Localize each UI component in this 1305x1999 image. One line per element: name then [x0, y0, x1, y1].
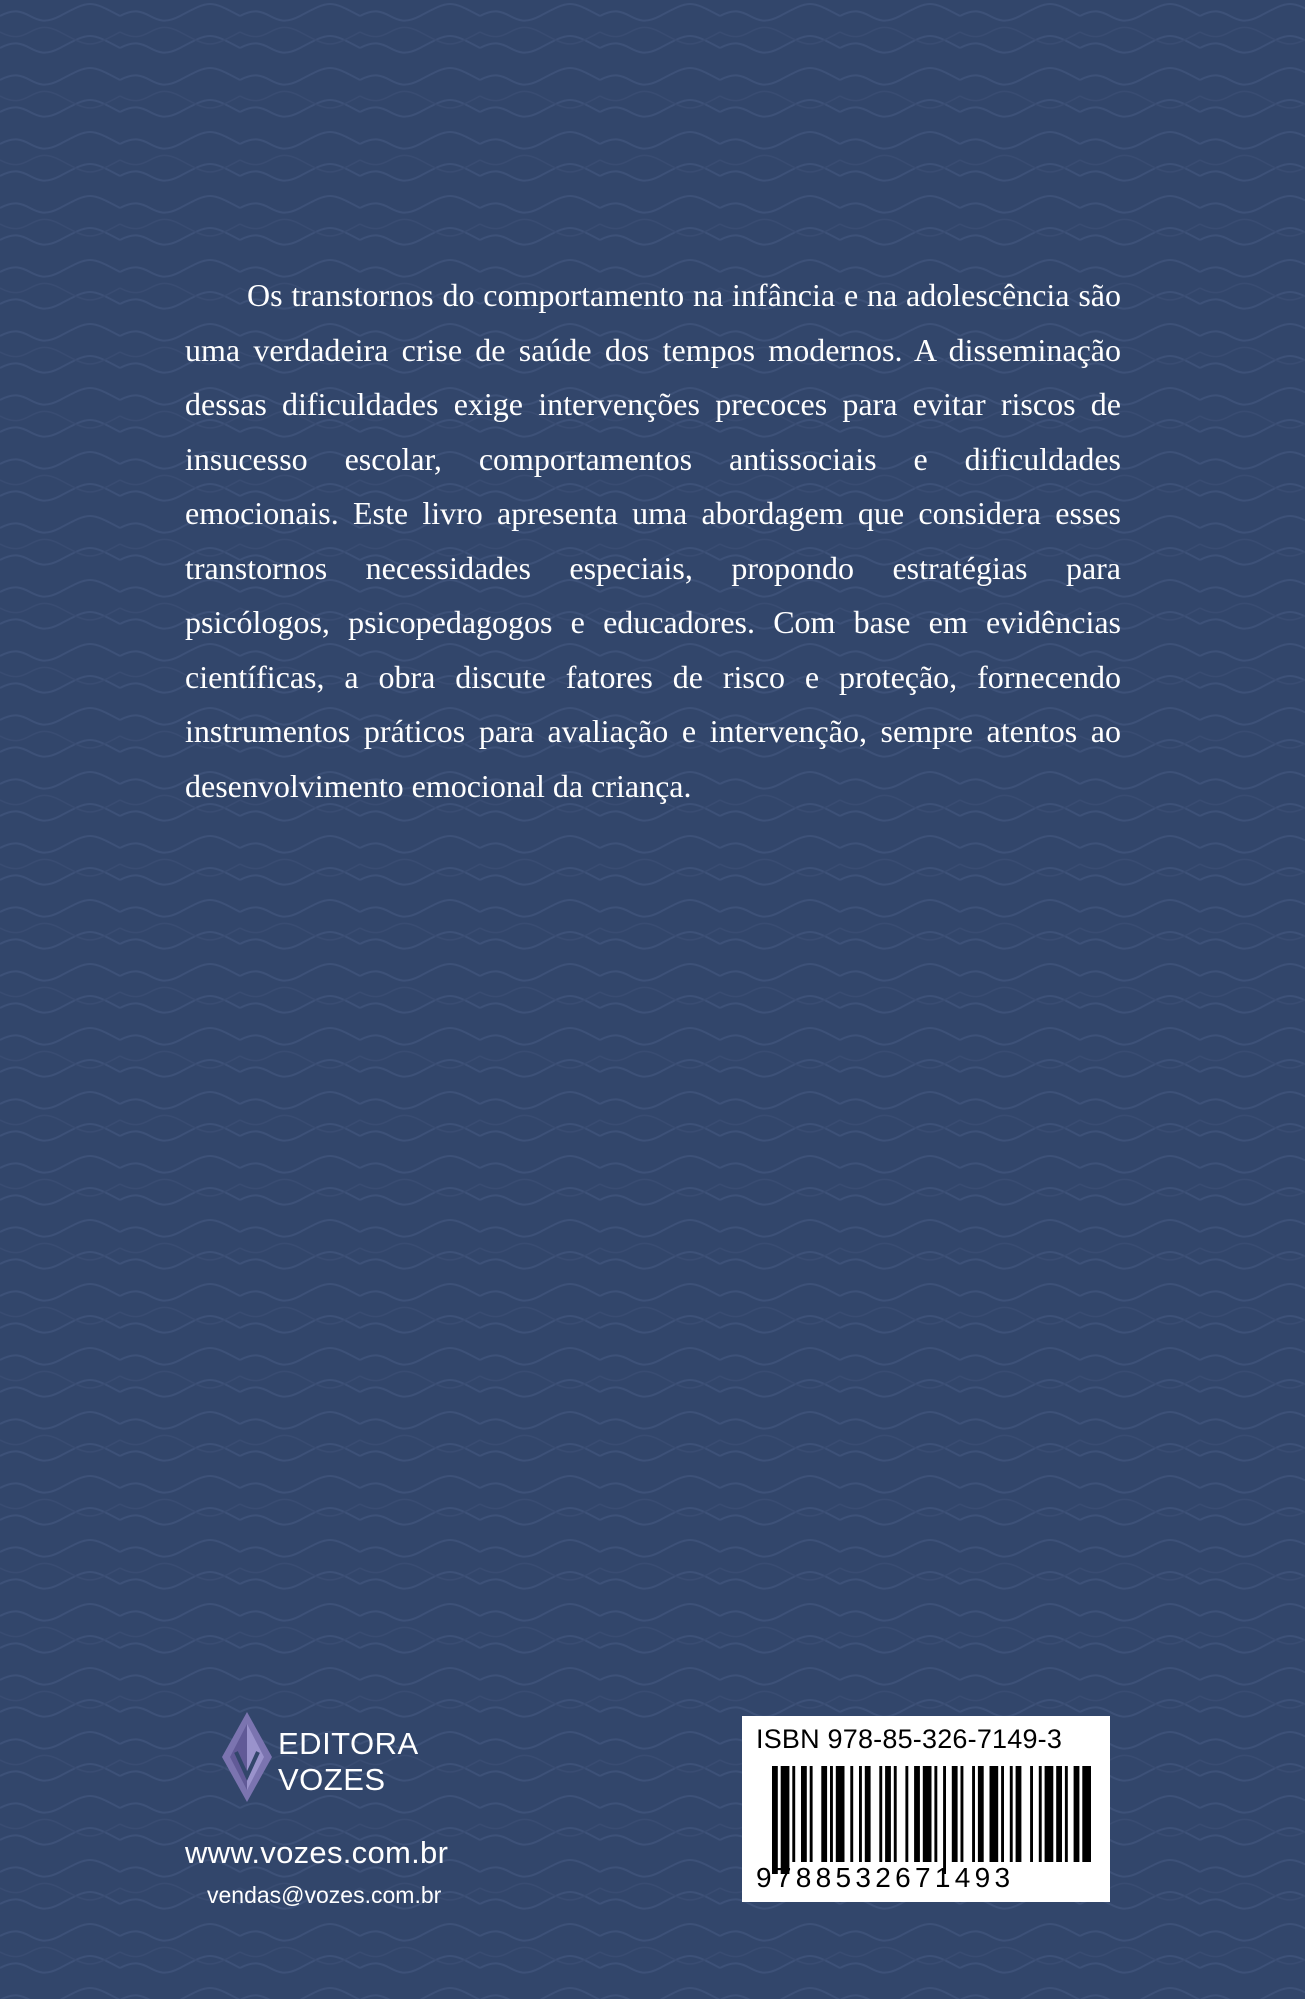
barcode-bar — [1016, 1766, 1022, 1862]
barcode-bar — [961, 1766, 964, 1862]
barcode-bar — [914, 1766, 920, 1862]
barcode-bar — [836, 1766, 845, 1862]
barcode-bar — [978, 1766, 984, 1862]
barcode-bar — [801, 1766, 807, 1862]
barcode-digits: 9788532671493 — [756, 1862, 1015, 1893]
barcode-bar — [879, 1766, 882, 1862]
barcode-bar — [1039, 1766, 1042, 1862]
barcode-bar — [934, 1766, 937, 1862]
barcode-bar — [772, 1766, 778, 1874]
barcode-bar — [905, 1766, 908, 1862]
barcode-bar — [821, 1766, 827, 1862]
barcode-bar — [1001, 1766, 1004, 1862]
barcode-bar — [850, 1766, 853, 1862]
barcode-bar — [1030, 1766, 1033, 1862]
barcode-bar — [1074, 1766, 1080, 1862]
publisher-email[interactable]: vendas@vozes.com.br — [207, 1882, 442, 1908]
barcode-bar — [990, 1766, 999, 1862]
diamond-v-icon — [222, 1712, 272, 1802]
barcode-bar — [830, 1766, 833, 1862]
back-cover-blurb: Os transtornos do comportamento na infância e na adolescência são uma verdadeira crise de saúde dos tempos modernos. A disseminação dessas dificuldades exige intervenções precoces para evitar riscos de insucesso escolar, comportamentos antissociais e dificuldades emocionais. Este livro apresenta uma abordagem que considera esses transtornos necessidades especiais, propondo estratégias para psicólogos, psicopedagogos e educadores. Com base em evidências científicas, a obra discute fatores de risco e proteção, fornecendo instrumentos práticos para avaliação e intervenção, sempre atentos ao desenvolvimento emocional da criança. — [185, 277, 1121, 804]
barcode-bar — [792, 1766, 795, 1862]
barcode-bar — [1056, 1766, 1062, 1862]
barcode-bar — [1045, 1766, 1054, 1862]
barcode-bar — [885, 1766, 891, 1862]
isbn-barcode — [742, 1716, 1110, 1902]
publisher-website[interactable]: www.vozes.com.br — [185, 1835, 449, 1870]
barcode-bar — [1010, 1766, 1013, 1862]
barcode-bar — [865, 1766, 871, 1862]
barcode-bar — [923, 1766, 932, 1862]
barcode-bar — [859, 1766, 862, 1862]
barcode-bar — [1082, 1766, 1091, 1862]
isbn-label: ISBN 978-85-326-7149-3 — [756, 1724, 1063, 1754]
barcode-bar — [781, 1766, 790, 1874]
publisher-logo — [222, 1712, 442, 1812]
barcode-bar — [943, 1766, 946, 1874]
barcode-bar — [972, 1766, 975, 1862]
barcode-bar — [952, 1766, 958, 1862]
barcode-bar — [894, 1766, 897, 1862]
barcode-bar — [810, 1766, 813, 1862]
barcode-bar — [1065, 1766, 1068, 1862]
logo-line-editora: EDITORA — [278, 1726, 419, 1761]
logo-line-vozes: VOZES — [278, 1762, 386, 1797]
